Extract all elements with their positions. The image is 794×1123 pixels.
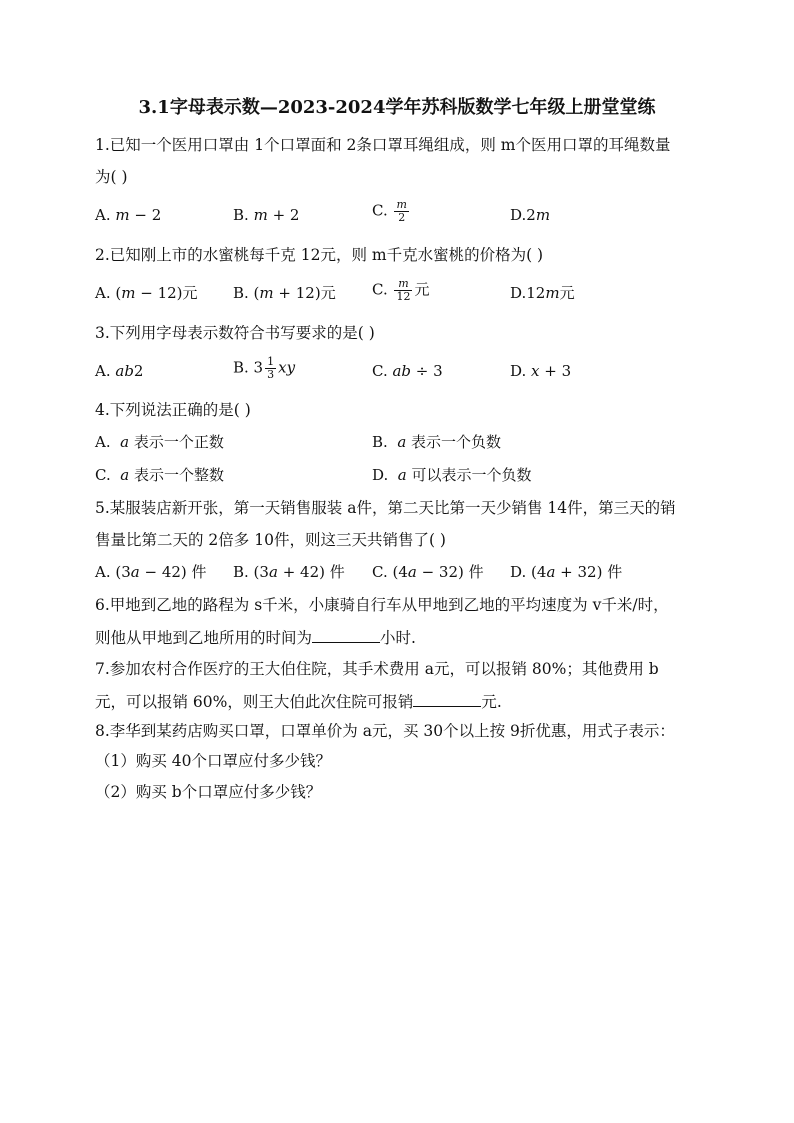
question-7-text-cont <box>95 690 502 713</box>
question-1-option-a: A. m − 2 <box>95 206 162 224</box>
question-1-option-b: B. m + 2 <box>233 206 300 224</box>
question-8-sub-1: （1）购买 40个口罩应付多少钱？ <box>95 752 332 770</box>
question-3-text: 3.下列用字母表示数符合书写要求的是( ) <box>95 324 375 342</box>
question-6-unit: 小时. <box>380 629 416 647</box>
question-1-text: 1.已知一个医用口罩由 1个口罩面和 2条口罩耳绳组成，则 m个医用口罩的耳绳数量 <box>95 136 671 154</box>
question-6-text-cont <box>95 626 416 649</box>
question-5-option-b: B. (3a + 42) 件 <box>233 563 345 581</box>
question-4-option-d: D. a 可以表示一个负数 <box>372 466 532 484</box>
question-1-option-c: C. $\frac{m}{2}$ <box>372 198 407 224</box>
answer-blank[interactable] <box>413 690 481 707</box>
question-7-unit: 元. <box>481 693 502 711</box>
question-5-text: 5.某服装店新开张，第一天销售服装 a件，第二天比第一天少销售 14件，第三天的销 <box>95 499 676 517</box>
answer-blank[interactable] <box>312 626 380 643</box>
question-3-option-c: C. ab ÷ 3 <box>372 362 443 380</box>
question-3-option-d: D. x + 3 <box>510 362 572 380</box>
question-5-option-a: A. (3a − 42) 件 <box>95 563 207 581</box>
question-7-prompt: 元，可以报销 60%，则王大伯此次住院可报销 <box>95 693 414 711</box>
question-3-option-b: B. 3 $\frac{1}{3}$ xy <box>233 355 296 381</box>
question-8-sub-2: （2）购买 b个口罩应付多少钱？ <box>95 783 322 801</box>
question-4-text: 4.下列说法正确的是( ) <box>95 401 251 419</box>
question-4-option-a: A. a 表示一个正数 <box>95 433 224 451</box>
question-1-text-cont: 为( ) <box>95 168 128 186</box>
question-2-option-b: B. (m + 12)元 <box>233 284 336 302</box>
question-8-text: 8.李华到某药店购买口罩，口罩单价为 a元，买 30个以上按 9折优惠，用式子表示： <box>95 722 675 740</box>
question-1-option-d: D.2m <box>510 206 551 224</box>
question-7-text: 7.参加农村合作医疗的王大伯住院，其手术费用 a元，可以报销 80%；其他费用 b <box>95 660 659 678</box>
question-2-option-d: D.12m元 <box>510 284 575 302</box>
question-6-prompt: 则他从甲地到乙地所用的时间为 <box>95 629 313 647</box>
question-5-text-cont: 售量比第二天的 2倍多 10件，则这三天共销售了( ) <box>95 531 446 549</box>
question-5-option-c: C. (4a − 32) 件 <box>372 563 484 581</box>
question-2-text: 2.已知刚上市的水蜜桃每千克 12元，则 m千克水蜜桃的价格为( ) <box>95 246 544 264</box>
question-5-option-d: D. (4a + 32) 件 <box>510 563 623 581</box>
question-6-text: 6.甲地到乙地的路程为 s千米，小康骑自行车从甲地到乙地的平均速度为 v千米/时， <box>95 596 669 614</box>
question-2-option-a: A. (m − 12)元 <box>95 284 198 302</box>
question-4-option-c: C. a 表示一个整数 <box>95 466 224 484</box>
question-3-option-a: A. ab2 <box>95 362 144 380</box>
page-title: 3.1字母表示数—2023-2024学年苏科版数学七年级上册堂堂练 <box>138 97 656 118</box>
question-2-option-c: C. $\frac{m}{12}$ 元 <box>372 277 430 303</box>
question-4-option-b: B. a 表示一个负数 <box>372 433 502 451</box>
